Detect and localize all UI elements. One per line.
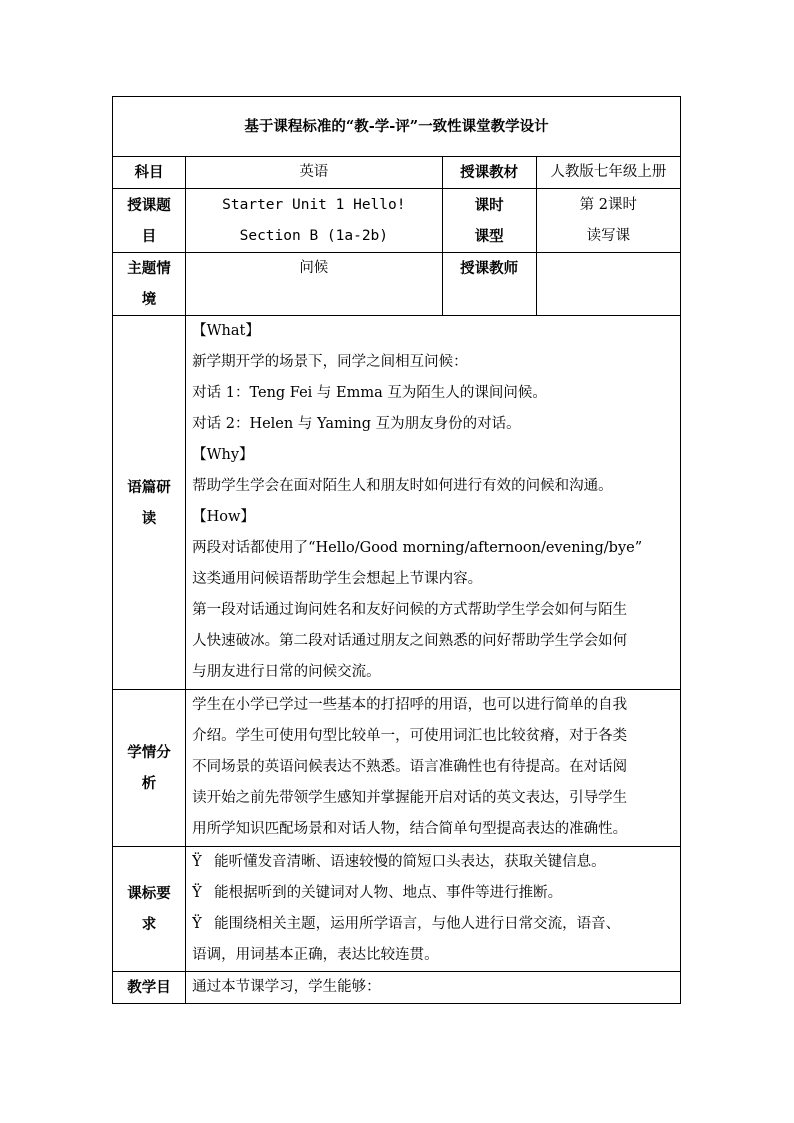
- learner-label-line2: 析: [141, 775, 157, 792]
- document-title: 基于课程标准的“教-学-评”一致性课堂教学设计: [113, 97, 681, 157]
- subject-label: 科目: [113, 157, 186, 189]
- learner-line: 用所学知识匹配场景和对话人物，结合简单句型提高表达的准确性。: [192, 821, 628, 837]
- topic-line1: Starter Unit 1 Hello!: [222, 196, 406, 213]
- learner-line: 读开始之前先带领学生感知并掌握能开启对话的英文表达，引导学生: [192, 790, 628, 806]
- learner-label-line1: 学情分: [127, 744, 171, 761]
- objectives-intro: 通过本节课学习，学生能够：: [186, 972, 681, 1004]
- bullet-icon: Ÿ: [192, 854, 202, 870]
- standards-row: [113, 847, 681, 972]
- standards-body: [186, 847, 681, 972]
- analysis-line: 帮助学生学会在面对陌生人和朋友时如何进行有效的问候和沟通。: [192, 478, 613, 494]
- learner-analysis-body: [186, 690, 681, 847]
- topic-value: [186, 189, 442, 253]
- text-analysis-label-line1: 语篇研: [127, 478, 171, 496]
- analysis-line: 【Why】: [192, 447, 254, 463]
- bullet-icon: Ÿ: [192, 885, 202, 901]
- theme-row: [113, 253, 681, 316]
- analysis-line: 【How】: [192, 509, 255, 525]
- analysis-line: 第一段对话通过询问姓名和友好问候的方式帮助学生学会如何与陌生: [192, 602, 628, 618]
- title-row: [113, 97, 681, 157]
- text-analysis-label: [113, 316, 186, 690]
- analysis-line: 与朋友进行日常的问候交流。: [192, 664, 381, 680]
- standards-item: Ÿ 能围绕相关主题，运用所学语言，与他人进行日常交流，语音、: [192, 909, 675, 940]
- standards-item: Ÿ 能根据听到的关键词对人物、地点、事件等进行推断。: [192, 878, 675, 909]
- theme-label-line2: 境: [141, 291, 157, 308]
- text-analysis-label-line2: 读: [141, 509, 157, 527]
- lesson-plan-table: [112, 96, 681, 1004]
- standards-label-line1: 课标要: [127, 885, 171, 902]
- standards-label-line2: 求: [141, 916, 157, 933]
- learner-analysis-label: [113, 690, 186, 847]
- analysis-line: 【What】: [192, 323, 260, 339]
- theme-label: [113, 253, 186, 316]
- theme-value: 问候: [186, 253, 442, 316]
- topic-line2: Section B (1a-2b): [239, 227, 389, 244]
- learner-analysis-row: [113, 690, 681, 847]
- standards-continuation: 语调，用词基本正确，表达比较连贯。: [192, 947, 439, 963]
- topic-label-line1: 授课题: [127, 196, 171, 214]
- theme-label-line1: 主题情: [127, 260, 171, 277]
- learner-line: 学生在小学已学过一些基本的打招呼的用语，也可以进行简单的自我: [192, 697, 628, 713]
- text-analysis-body: [186, 316, 681, 690]
- learner-line: 介绍。学生可使用句型比较单一，可使用词汇也比较贫瘠，对于各类: [192, 728, 628, 744]
- analysis-line: 对话 2：Helen 与 Yaming 互为朋友身份的对话。: [192, 416, 521, 432]
- topic-row: [113, 189, 681, 253]
- objectives-label: 教学目: [113, 972, 186, 1004]
- analysis-line: 人快速破冰。第二段对话通过朋友之间熟悉的问好帮助学生学会如何: [192, 633, 628, 649]
- textbook-label: 授课教材: [442, 157, 536, 189]
- topic-label: [113, 189, 186, 253]
- period-value: [536, 189, 680, 253]
- standards-item: Ÿ 能听懂发音清晰、语速较慢的简短口头表达，获取关键信息。: [192, 847, 675, 878]
- teacher-label: 授课教师: [442, 253, 536, 316]
- text-analysis-row: [113, 316, 681, 690]
- period-label: [442, 189, 536, 253]
- bullet-icon: Ÿ: [192, 916, 202, 932]
- analysis-line: 对话 1：Teng Fei 与 Emma 互为陌生人的课间问候。: [192, 385, 547, 401]
- period-label-line2: 课型: [474, 227, 504, 245]
- period-label-line1: 课时: [474, 196, 504, 214]
- subject-row: [113, 157, 681, 189]
- analysis-line: 新学期开学的场景下，同学之间相互问候：: [192, 354, 468, 370]
- learner-line: 不同场景的英语问候表达不熟悉。语言准确性也有待提高。在对话阅: [192, 759, 628, 775]
- standards-label: [113, 847, 186, 972]
- lesson-type: 读写课: [586, 227, 631, 244]
- analysis-line: 这类通用问候语帮助学生会想起上节课内容。: [192, 571, 483, 587]
- period-number: 第 2课时: [579, 196, 638, 213]
- subject-value: 英语: [186, 157, 442, 189]
- teacher-value: [536, 253, 680, 316]
- textbook-value: 人教版七年级上册: [536, 157, 680, 189]
- objectives-row: [113, 972, 681, 1004]
- analysis-line: 两段对话都使用了“Hello/Good morning/afternoon/evening/bye”: [192, 540, 643, 556]
- topic-label-line2: 目: [141, 227, 157, 245]
